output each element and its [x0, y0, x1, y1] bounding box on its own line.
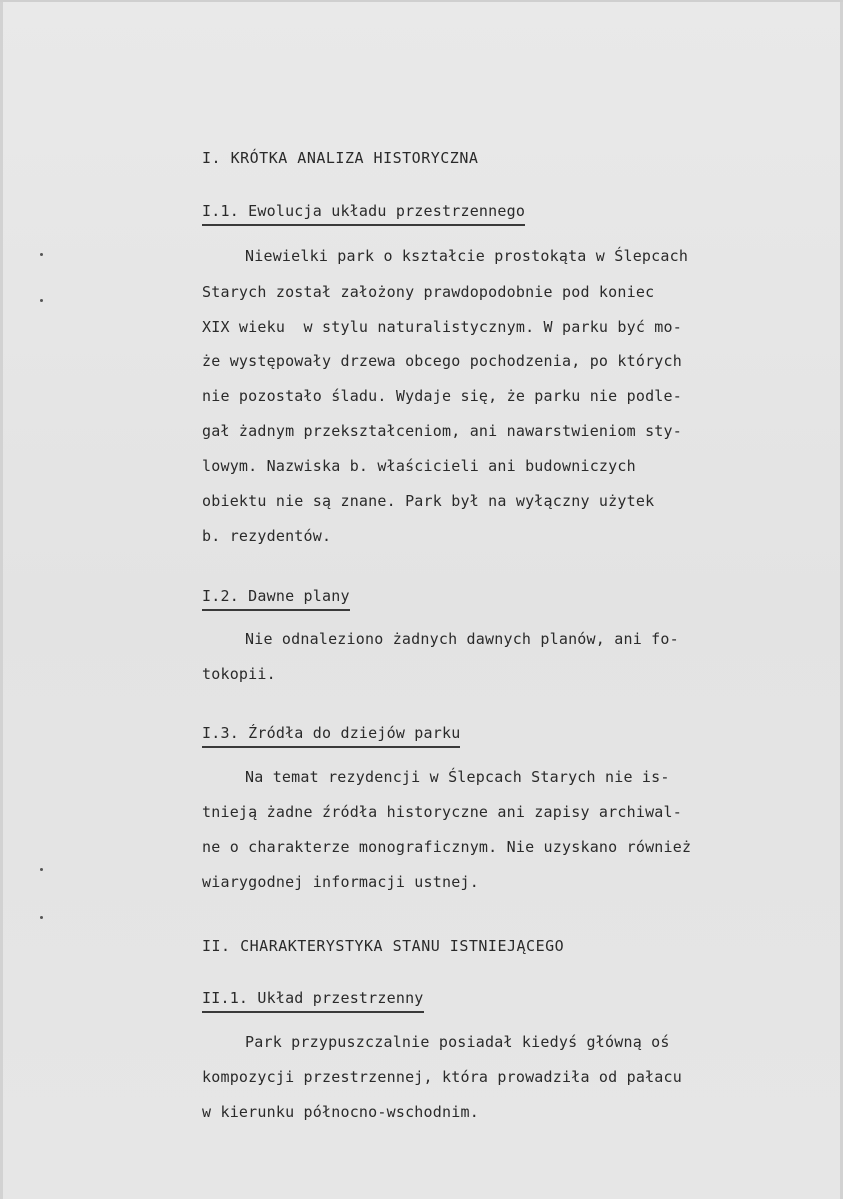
text-line: lowym. Nazwiska b. właścicieli ani budowniczych [202, 457, 636, 475]
section-heading: I. KRÓTKA ANALIZA HISTORYCZNA [202, 149, 479, 167]
text-line: Niewielki park o kształcie prostokąta w Ślepcach [245, 247, 689, 265]
text-line: tnieją żadne źródła historyczne ani zapisy archiwal- [202, 803, 682, 821]
subsection-title: I.1. Ewolucja układu przestrzennego [202, 202, 525, 226]
text-line: tokopii. [202, 665, 276, 683]
text-line: nie pozostało śladu. Wydaje się, że parku nie podle- [202, 387, 682, 405]
text-line: Starych został założony prawdopodobnie pod koniec [202, 283, 655, 301]
text-line: w kierunku północno-wschodnim. [202, 1103, 479, 1121]
text-line: Nie odnaleziono żadnych dawnych planów, ani fo- [245, 630, 679, 648]
subsection-title: II.1. Układ przestrzenny [202, 989, 424, 1013]
margin-mark [40, 916, 43, 919]
text-line: gał żadnym przekształceniom, ani nawarstwieniom sty- [202, 422, 682, 440]
text-line: ne o charakterze monograficznym. Nie uzyskano również [202, 838, 692, 856]
margin-mark [40, 299, 43, 302]
section-heading: II. CHARAKTERYSTYKA STANU ISTNIEJĄCEGO [202, 937, 565, 955]
text-line: Na temat rezydencji w Ślepcach Starych nie is- [245, 768, 670, 786]
subsection-title: I.2. Dawne plany [202, 587, 350, 611]
text-line: kompozycji przestrzennej, która prowadziła od pałacu [202, 1068, 682, 1086]
text-line: obiektu nie są znane. Park był na wyłączny użytek [202, 492, 655, 510]
text-line: b. rezydentów. [202, 527, 332, 545]
text-line: że występowały drzewa obcego pochodzenia, po których [202, 352, 682, 370]
page-edge-left [0, 2, 3, 1199]
text-line: XIX wieku w stylu naturalistycznym. W parku być mo- [202, 318, 682, 336]
margin-mark [40, 868, 43, 871]
text-line: Park przypuszczalnie posiadał kiedyś główną oś [245, 1033, 670, 1051]
subsection-title: I.3. Źródła do dziejów parku [202, 724, 460, 748]
text-line: wiarygodnej informacji ustnej. [202, 873, 479, 891]
margin-mark [40, 253, 43, 256]
